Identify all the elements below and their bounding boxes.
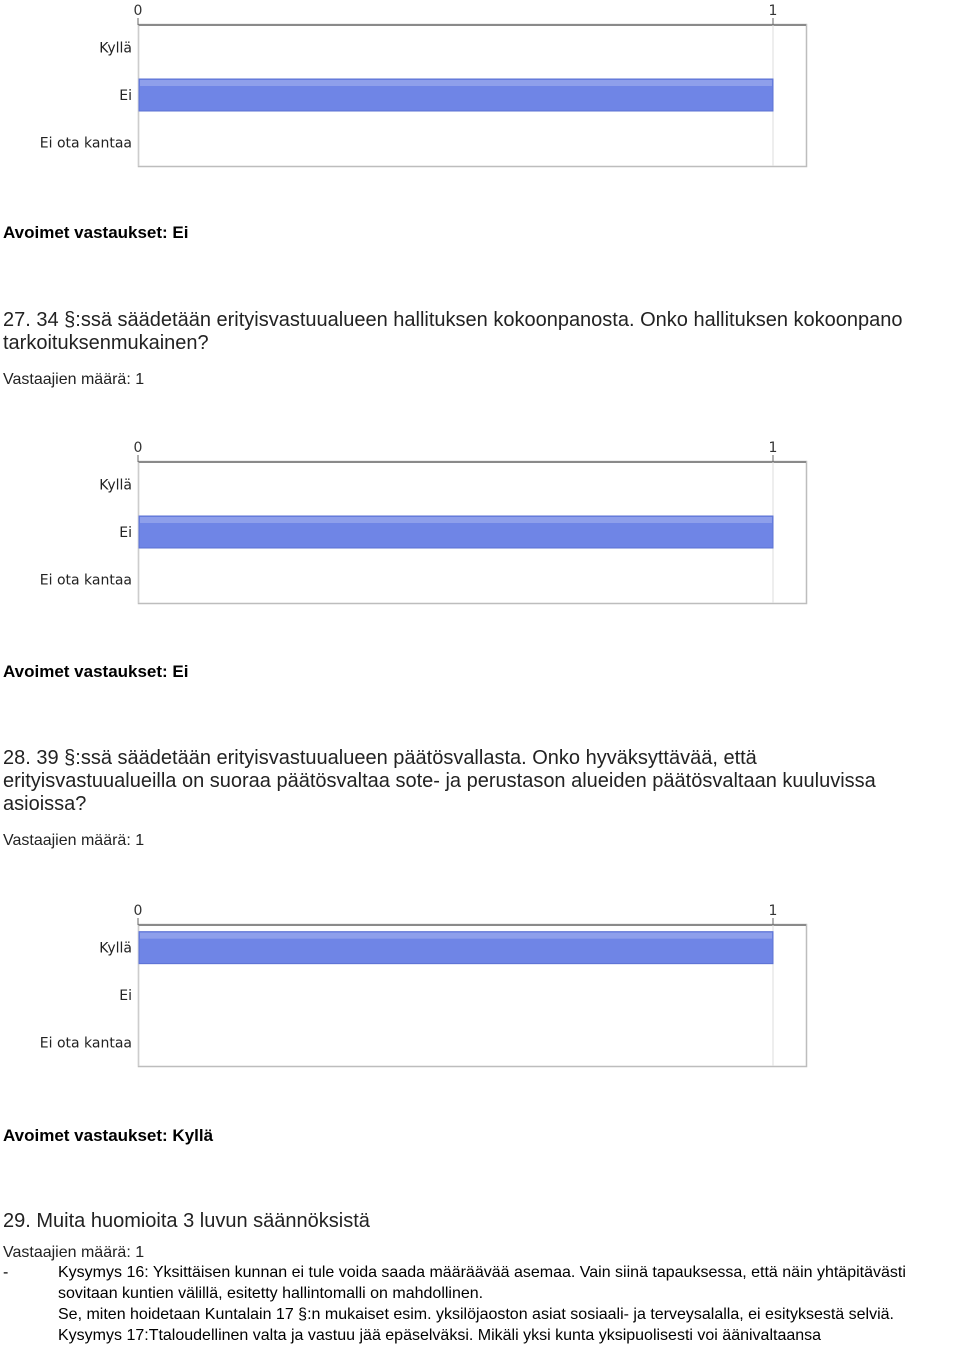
- question-28-title: 28. 39 §:ssä säädetään erityisvastuualueen päätösvallasta. Onko hyväksyttävää, että erityisvastuualueilla on suoraa päätösvaltaa sote- ja perustason alueiden päätösvaltaan kuuluvissa asioissa?: [3, 747, 876, 815]
- note-item: [3, 1304, 958, 1325]
- question-29-title: 29. Muita huomioita 3 luvun säännöksistä: [3, 1210, 370, 1232]
- note-item: [3, 1262, 958, 1304]
- note-item: [3, 1325, 958, 1346]
- bar-highlight: [140, 517, 772, 523]
- respondents-count-27: Vastaajien määrä: 1: [3, 371, 145, 388]
- note-line-3: Kysymys 17:Ttaloudellinen valta ja vastuu jää epäselväksi. Mikäli yksi kunta yksipuolisesti voi äänivaltaansa: [58, 1327, 822, 1344]
- chart-svg: [0, 437, 820, 607]
- category-label: Kyllä: [99, 477, 132, 494]
- respondents-count-29: Vastaajien määrä: 1: [3, 1244, 145, 1261]
- tick-label: 0: [133, 903, 143, 919]
- note-line-2: Se, miten hoidetaan Kuntalain 17 §:n mukaiset esim. yksilöjaoston asiat sosiaali- ja terveysalalla, ei esityksestä selviä.: [58, 1306, 894, 1323]
- respondents-count-28: Vastaajien määrä: 1: [3, 832, 145, 849]
- bar-chart-28: [0, 900, 820, 1070]
- category-label: Ei: [119, 88, 132, 104]
- bar-chart-27: [0, 437, 820, 607]
- category-label: Kyllä: [99, 940, 132, 957]
- note-dash: -: [3, 1264, 9, 1281]
- open-answers-label-1: Avoimet vastaukset: Ei: [3, 223, 189, 242]
- bar-chart-1: [0, 0, 820, 170]
- tick-label: 0: [133, 440, 143, 456]
- bar-highlight: [140, 80, 772, 86]
- open-answers-label-27: Avoimet vastaukset: Ei: [3, 662, 189, 681]
- question-27-title: 27. 34 §:ssä säädetään erityisvastuualueen hallituksen kokoonpanosta. Onko hallituksen kokoonpano tarkoituksenmukainen?: [3, 309, 903, 354]
- open-answers-label-28: Avoimet vastaukset: Kyllä: [3, 1126, 214, 1145]
- category-label: Ei: [119, 988, 132, 1004]
- category-label: Ei ota kantaa: [39, 572, 132, 589]
- note-line-1: Kysymys 16: Yksittäisen kunnan ei tule voida saada määräävää asemaa. Vain siinä tapauksessa, että näin yhtäpitävästi sovitaan kuntien välillä, esitetty hallintomalli on mahdollinen.: [58, 1264, 906, 1302]
- tick-label: 1: [768, 440, 778, 456]
- tick-label: 1: [768, 903, 778, 919]
- tick-label: 1: [768, 3, 778, 19]
- bar-highlight: [140, 933, 772, 939]
- category-label: Ei ota kantaa: [39, 1035, 132, 1052]
- category-label: Ei ota kantaa: [39, 135, 132, 152]
- tick-label: 0: [133, 3, 143, 19]
- chart-svg: [0, 900, 820, 1070]
- open-answer-notes: [3, 1262, 958, 1346]
- chart-svg: [0, 0, 820, 170]
- category-label: Kyllä: [99, 40, 132, 57]
- category-label: Ei: [119, 525, 132, 541]
